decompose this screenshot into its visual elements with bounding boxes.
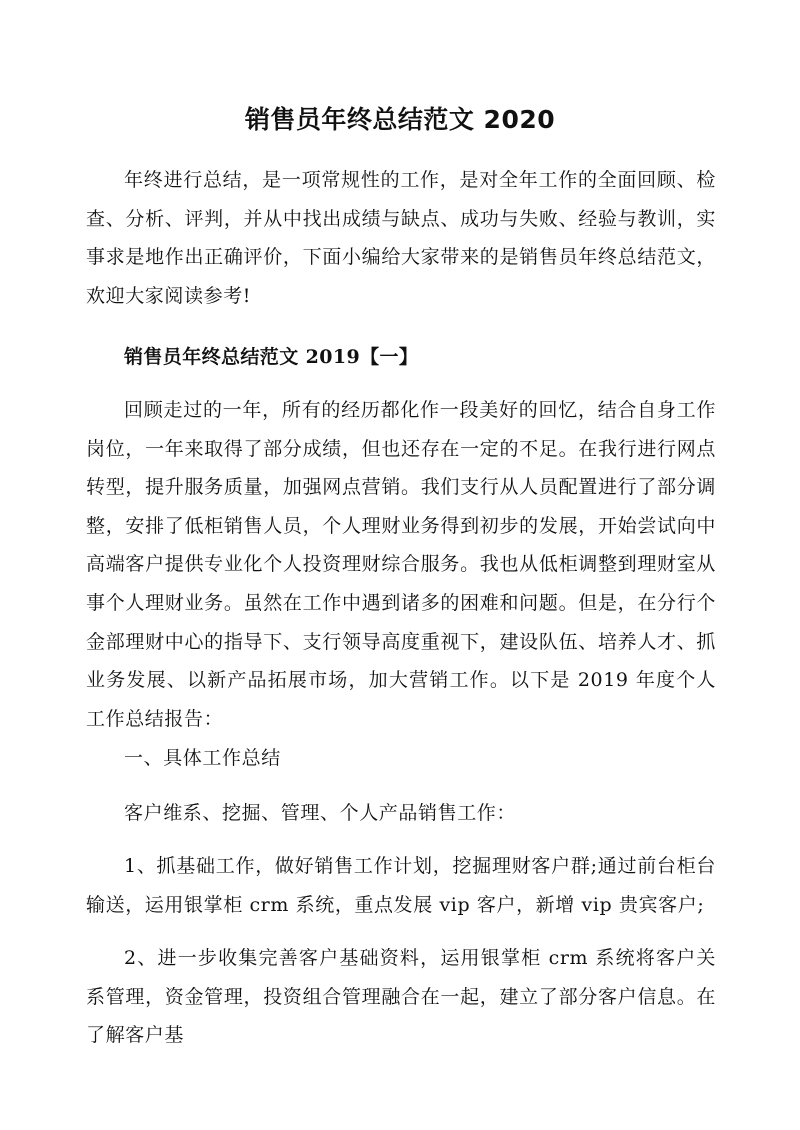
sub-heading-customer-work: 客户维系、挖掘、管理、个人产品销售工作： xyxy=(124,802,517,824)
heading-specific-work-summary: 一、具体工作总结 xyxy=(124,747,281,769)
intro-paragraph: 年终进行总结，是一项常规性的工作，是对全年工作的全面回顾、检查、分析、评判，并从中找出成绩与缺点、成功与失败、经验与教训，实事求是地作出正确评价，下面小编给大家带来的是销售员年终总结范文，欢迎大家阅读参考! xyxy=(86,169,716,307)
document-title: 销售员年终总结范文 2020 xyxy=(244,105,556,134)
list-item-1: 1、抓基础工作，做好销售工作计划，挖掘理财客户群;通过前台柜台输送，运用银掌柜 crm 系统，重点发展 vip 客户，新增 vip 贵宾客户; xyxy=(86,855,716,916)
review-paragraph: 回顾走过的一年，所有的经历都化作一段美好的回忆，结合自身工作岗位，一年来取得了部分成绩，但也还存在一定的不足。在我行进行网点转型，提升服务质量，加强网点营销。我们支行从人员配置进行了部分调整，安排了低柜销售人员，个人理财业务得到初步的发展，开始尝试向中高端客户提供专业化个人投资理财综合服务。我也从低柜调整到理财室从事个人理财业务。虽然在工作中遇到诸多的困难和问题。但是，在分行个金部理财中心的指导下、支行领导高度重视下，建设队伍、培养人才、抓业务发展、以新产品拓展市场，加大营销工作。以下是 2019 年度个人工作总结报告： xyxy=(86,399,716,730)
list-item-2: 2、进一步收集完善客户基础资料，运用银掌柜 crm 系统将客户关系管理，资金管理，投资组合管理融合在一起，建立了部分客户信息。在了解客户基 xyxy=(86,947,716,1047)
section-title: 销售员年终总结范文 2019【一】 xyxy=(124,346,419,368)
